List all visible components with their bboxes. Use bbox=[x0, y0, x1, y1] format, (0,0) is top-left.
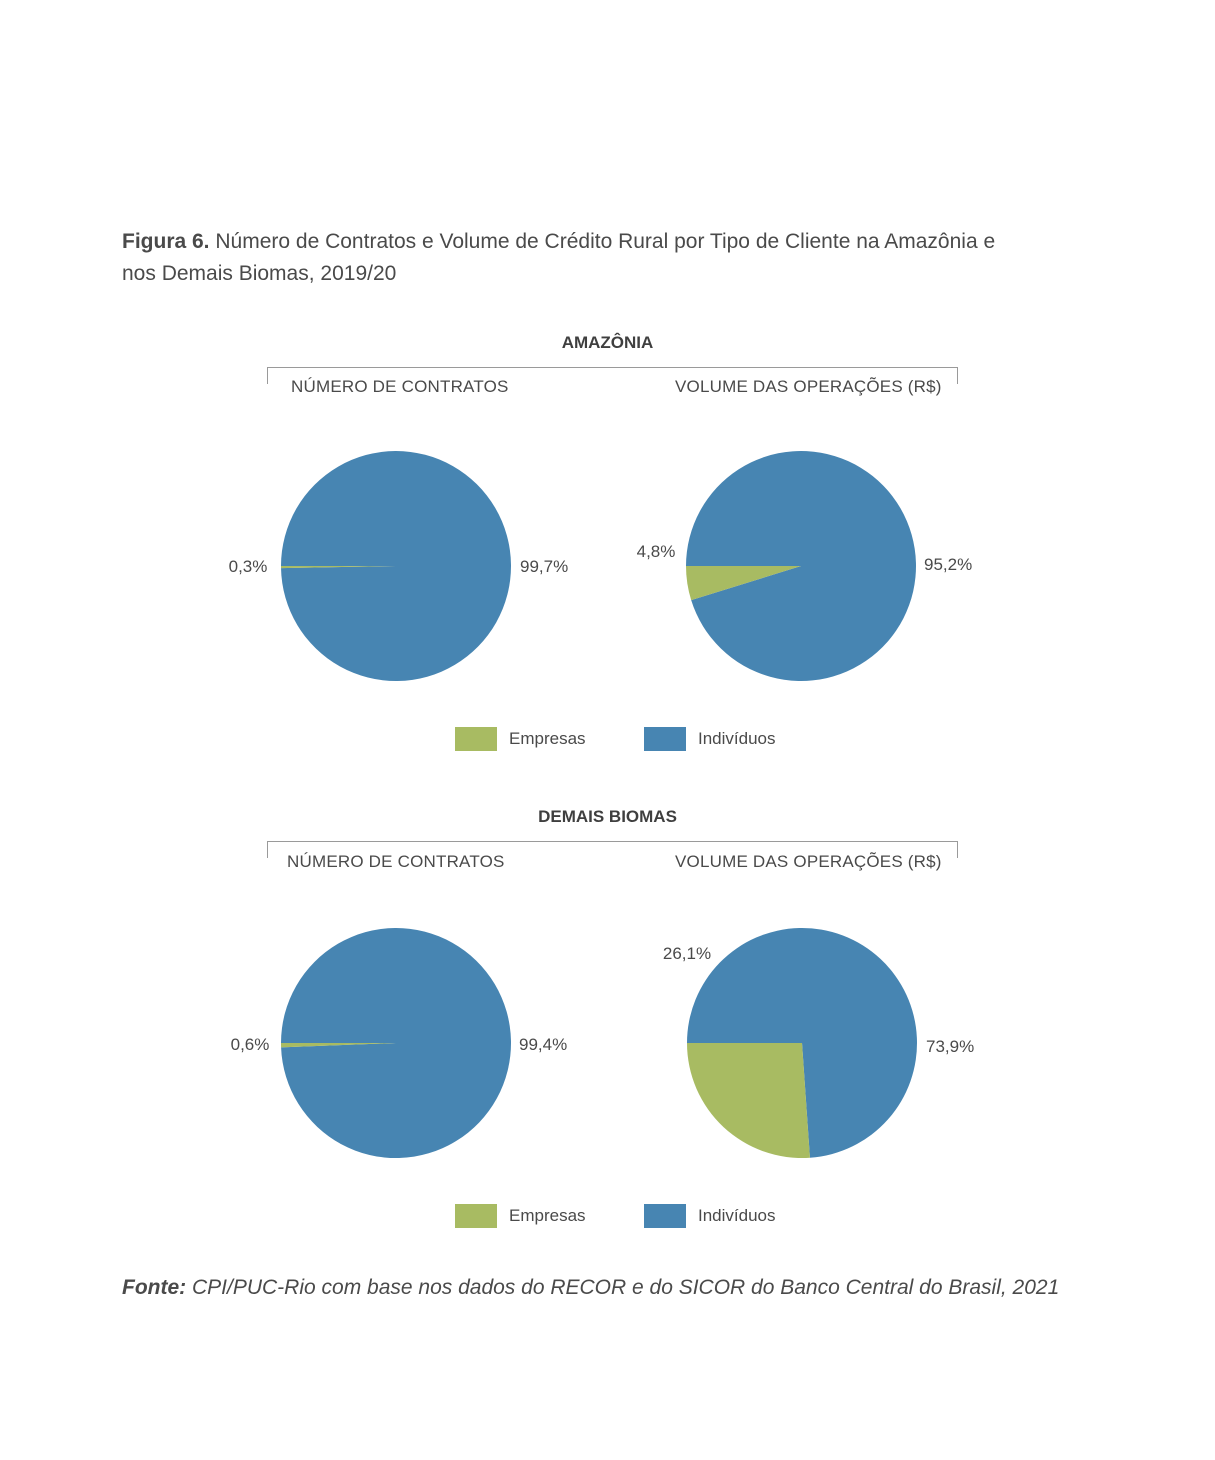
slice-label-individuos: 73,9% bbox=[926, 1037, 975, 1056]
panel-title-demais-biomas: DEMAIS BIOMAS bbox=[538, 807, 677, 826]
legend-label-individuos: Indivíduos bbox=[698, 1206, 776, 1225]
legend-swatch-empresas bbox=[455, 1204, 497, 1228]
slice-label-empresas: 26,1% bbox=[662, 944, 712, 963]
slice-label-empresas: 4,8% bbox=[636, 542, 676, 561]
subtitle-contratos-demais: NÚMERO DE CONTRATOS bbox=[287, 852, 505, 871]
legend-amazonia bbox=[0, 727, 1215, 753]
source-label: Fonte: bbox=[122, 1276, 187, 1299]
pie-chart-3 bbox=[231, 928, 568, 1158]
pie-slice-empresas bbox=[687, 1043, 810, 1158]
legend-label-empresas: Empresas bbox=[509, 729, 586, 748]
legend-label-individuos: Indivíduos bbox=[698, 729, 776, 748]
pie-chart-1 bbox=[229, 451, 569, 681]
subtitle-volume-demais: VOLUME DAS OPERAÇÕES (R$) bbox=[675, 852, 942, 871]
legend-swatch-individuos bbox=[644, 1204, 686, 1228]
pie-chart-2 bbox=[637, 451, 973, 681]
slice-label-empresas: 0,6% bbox=[230, 1035, 270, 1054]
pie-chart-4 bbox=[663, 928, 974, 1158]
slice-label-individuos: 99,4% bbox=[519, 1035, 568, 1054]
legend-swatch-individuos bbox=[644, 727, 686, 751]
legend-label-empresas: Empresas bbox=[509, 1206, 586, 1225]
subtitle-volume-amazonia: VOLUME DAS OPERAÇÕES (R$) bbox=[675, 377, 942, 396]
panel-title-amazonia: AMAZÔNIA bbox=[561, 333, 654, 352]
slice-label-empresas: 0,3% bbox=[228, 557, 268, 576]
legend-demais-biomas bbox=[0, 1204, 1215, 1230]
legend-swatch-empresas bbox=[455, 727, 497, 751]
slice-label-individuos: 95,2% bbox=[924, 555, 973, 574]
figure-caption-text: Número de Contratos e Volume de Crédito Rural por Tipo de Cliente na Amazônia e nos Demais Biomas, 2019/20 bbox=[122, 230, 996, 285]
subtitle-contratos-amazonia: NÚMERO DE CONTRATOS bbox=[291, 377, 509, 396]
source-text: CPI/PUC-Rio com base nos dados do RECOR e do SICOR do Banco Central do Brasil, 2021 bbox=[192, 1276, 1060, 1299]
slice-label-individuos: 99,7% bbox=[520, 557, 569, 576]
source-note bbox=[122, 1276, 1122, 1300]
figure-caption-label: Figura 6. bbox=[122, 230, 210, 253]
